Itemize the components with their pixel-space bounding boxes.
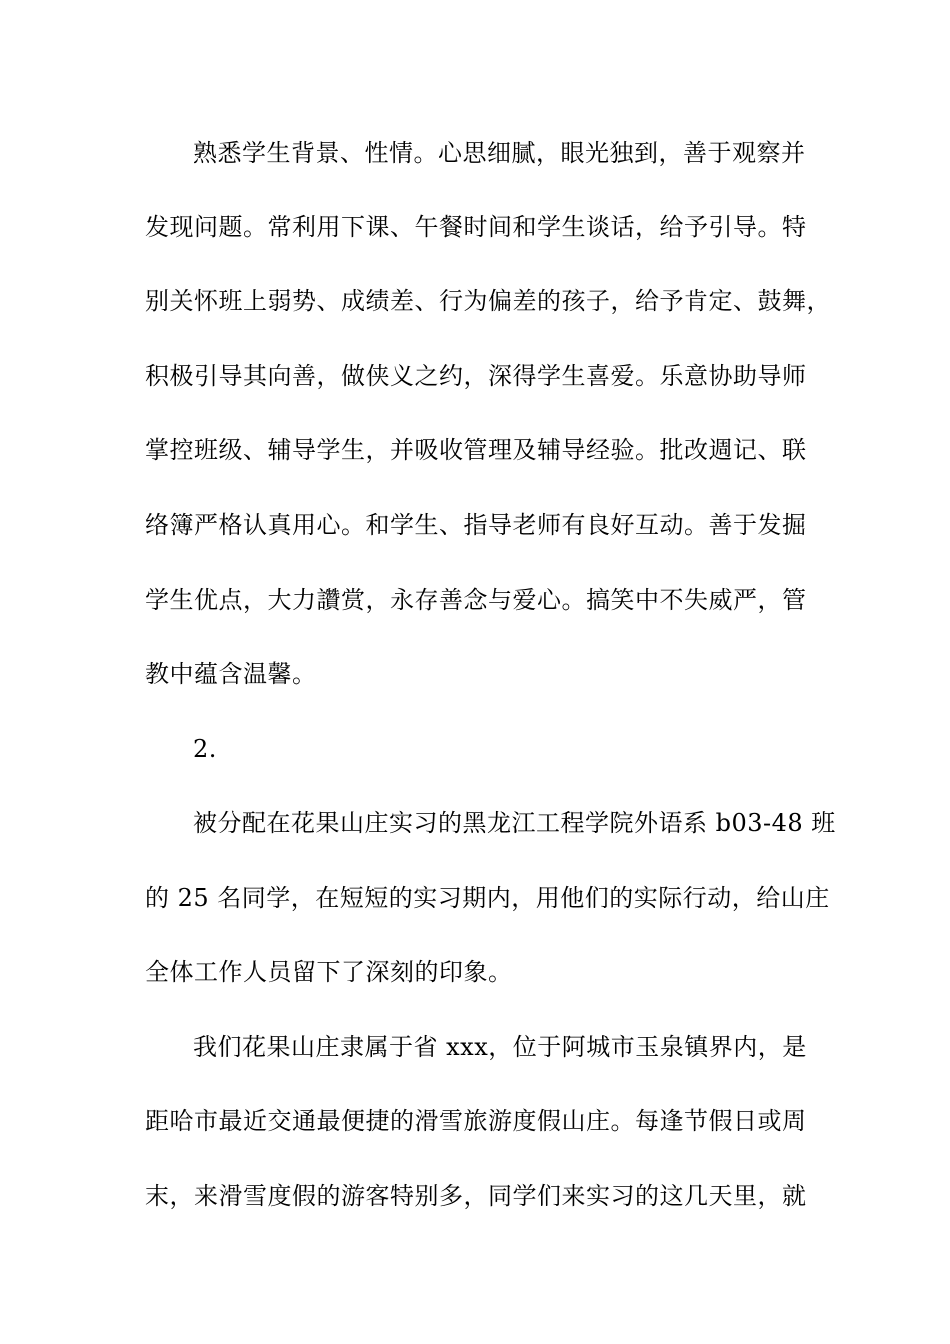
paragraph-line: 掌控班级、辅导学生，并吸收管理及辅导经验。批改週记、联 [145,436,807,464]
paragraph-line: 发现问题。常利用下课、午餐时间和学生谈话，给予引导。特 [145,213,807,241]
paragraph-line: 积极引导其向善，做侠义之约，深得学生喜爱。乐意协助导师 [145,362,807,390]
paragraph-line: 络簿严格认真用心。和学生、指导老师有良好互动。善于发掘 [145,511,807,539]
paragraph-line: 距哈市最近交通最便捷的滑雪旅游度假山庄。每逢节假日或周 [145,1107,807,1135]
paragraph-line: 熟悉学生背景、性情。心思细腻，眼光独到，善于观察并 [193,139,806,167]
paragraph-line: 全体工作人员留下了深刻的印象。 [145,958,513,986]
paragraph-line: 我们花果山庄隶属于省 xxx，位于阿城市玉泉镇界内，是 [193,1033,807,1061]
paragraph-line: 被分配在花果山庄实习的黑龙江工程学院外语系 b03-48 班 [193,809,836,837]
paragraph-line: 的 25 名同学，在短短的实习期内，用他们的实际行动，给山庄 [145,884,830,912]
paragraph-line: 末，来滑雪度假的游客特别多，同学们来实习的这几天里，就 [145,1182,807,1210]
paragraph-line: 别关怀班上弱势、成绩差、行为偏差的孩子，给予肯定、鼓舞， [145,287,831,315]
paragraph-line: 学生优点，大力讚赏，永存善念与爱心。搞笑中不失威严，管 [145,586,807,614]
paragraph-line: 教中蕴含温馨。 [145,660,317,688]
section-number: 2. [193,735,217,763]
